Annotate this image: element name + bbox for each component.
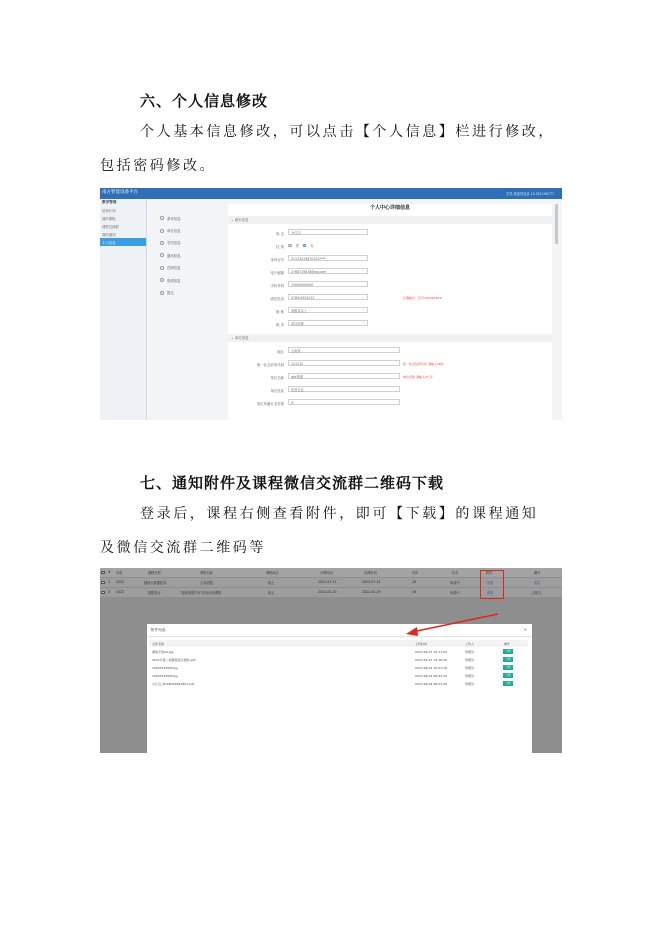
step-item[interactable]: [160, 212, 218, 224]
cell: "智能网联汽车"项目培训课程: [180, 591, 222, 595]
email-field[interactable]: 2768719878@qq.com: [288, 268, 368, 274]
step-item[interactable]: [160, 262, 218, 274]
app-title: 南方智能设备平台: [102, 190, 138, 195]
col-header: 上传时间: [415, 641, 428, 646]
section-unit-label: 单位信息: [234, 336, 249, 340]
radio-label: 男: [295, 244, 299, 248]
chevron-down-icon: ⌄: [362, 320, 365, 324]
form-title: 个人中心详细信息: [369, 205, 410, 211]
sidebar-group-title[interactable]: 教学管理: [102, 200, 117, 204]
step-item[interactable]: [160, 274, 218, 286]
mobile-field[interactable]: 15000000000: [288, 281, 368, 287]
step-label: 学历信息: [167, 241, 181, 246]
form-row-mobile: [228, 280, 552, 290]
cell: 2022-07-11: [318, 580, 337, 584]
sidebar-item-courses[interactable]: 我的课程: [102, 216, 116, 221]
uploader: 管理员: [465, 649, 475, 654]
cell: 2022-05-29: [362, 590, 381, 594]
uploader: 管理员: [465, 673, 475, 678]
step-list: [160, 212, 218, 299]
form-row-region: [228, 346, 552, 356]
title-select[interactable]: 高级及以上: [288, 307, 368, 313]
section7-paragraph-line2: 及微信交流群二维码等: [100, 540, 266, 556]
col-header: 结课时间: [364, 571, 377, 575]
section6-paragraph-line2: 包括密码修改。: [100, 158, 217, 174]
personal-info-screenshot: [100, 188, 562, 420]
unit-type-select[interactable]: 民营企业: [288, 386, 400, 392]
field-label: 手机号码: [270, 284, 284, 288]
cell: 1: [108, 580, 111, 584]
radio-label: 女: [310, 244, 314, 248]
file-name: 课程介绍44.jpg: [152, 649, 174, 654]
uploader: 管理员: [465, 657, 475, 662]
view-attachment-link[interactable]: 查看: [487, 581, 494, 585]
close-icon[interactable]: ×: [523, 627, 527, 632]
radio-icon: [160, 241, 164, 245]
name-field[interactable]: 小红边: [288, 229, 368, 235]
field-label: 单位性质: [270, 389, 284, 393]
section7-heading: 七、通知附件及课程微信交流群二维码下载: [140, 474, 445, 492]
sidebar-item-notice[interactable]: 我的通知: [102, 232, 116, 237]
red-arrow-annotation: [100, 568, 562, 753]
cell: 申请中: [450, 581, 460, 585]
cell: 公共试题: [200, 581, 213, 585]
form-row-name: [228, 228, 552, 238]
step-label: 基本信息: [167, 216, 181, 221]
file-name: 1650574350F.jpg: [152, 665, 178, 670]
field-label: 地区: [277, 350, 284, 354]
section-basic-label: 基本信息: [234, 218, 249, 222]
download-button[interactable]: 下载: [503, 657, 513, 662]
form-row-idcard: [228, 254, 552, 264]
radio-icon: [160, 291, 164, 295]
position-select[interactable]: 项目经理: [288, 320, 368, 326]
file-name: 2021年第二期课程招生通知.pdf: [152, 657, 196, 662]
region-select[interactable]: 云南省: [288, 347, 400, 353]
unit-name-hint: 单位名称 请输入4个字: [403, 375, 433, 379]
download-button[interactable]: 下载: [503, 673, 513, 678]
step-item[interactable]: [160, 224, 218, 236]
col-header: 上传人: [465, 641, 475, 646]
section-basic: ⌄ 基本信息: [228, 216, 552, 224]
sidebar-item-group[interactable]: 课程交流群: [102, 224, 119, 229]
form-row-unit-name: [228, 372, 552, 382]
step-item[interactable]: [160, 249, 218, 261]
radio-icon: [160, 253, 164, 257]
form-row-position: [228, 319, 552, 329]
form-row-industry: [228, 398, 552, 408]
sidebar-item-profile[interactable]: 个人信息: [100, 238, 146, 246]
field-label: 单位名称: [270, 376, 284, 380]
sidebar-item-plan[interactable]: 培训计划: [102, 208, 116, 213]
col-header: 课程地点: [266, 571, 279, 575]
col-header: 操作: [504, 641, 511, 646]
uploader: 管理员: [465, 681, 475, 686]
step-label: 通讯信息: [167, 253, 181, 258]
profile-form: [228, 204, 552, 420]
cell: 2: [108, 590, 111, 594]
step-label: 提交: [167, 291, 174, 296]
view-attachment-link[interactable]: 查看: [487, 591, 494, 595]
field-label: 电子邮箱: [270, 271, 284, 275]
cell: 申请中: [450, 591, 460, 595]
cell: 16: [412, 590, 417, 594]
field-label: 固定电话: [270, 297, 284, 301]
industry-select[interactable]: IT: [288, 399, 400, 405]
download-button[interactable]: 下载: [503, 665, 513, 670]
radio-icon: [160, 216, 164, 220]
cell: 2022-05-20: [318, 590, 337, 594]
download-button[interactable]: 下载: [503, 681, 513, 686]
step-item[interactable]: [160, 237, 218, 249]
credit-code-field[interactable]: 121212: [288, 360, 400, 366]
phone-field[interactable]: 0769-0591012: [288, 294, 368, 300]
field-label: 职 务: [276, 323, 284, 327]
enroll-link[interactable]: 报名: [534, 581, 541, 585]
cell: 线上: [268, 581, 275, 585]
attachments-screenshot: [100, 568, 562, 753]
phone-hint: 正确格式：区号-XXXXXXXX: [403, 296, 442, 300]
cell: 2022: [116, 590, 125, 594]
col-header: 课程名称: [200, 571, 213, 575]
enrolled-status: 已报名: [532, 591, 542, 595]
uploader: 管理员: [465, 665, 475, 670]
form-row-phone: [228, 293, 552, 303]
modal-title: 附件列表: [151, 628, 166, 632]
step-label: 资质信息: [167, 278, 181, 283]
upload-time: 2022-06-22 15:21:18: [415, 665, 447, 670]
upload-time: 2022-04-27 13:18:36: [415, 657, 447, 662]
form-row-title: [228, 306, 552, 316]
col-header: 开课时间: [320, 571, 333, 575]
col-header: 学时: [412, 571, 419, 575]
step-label: 在职信息: [167, 266, 181, 271]
radio-icon: [160, 229, 164, 233]
step-label: 单位信息: [167, 229, 181, 234]
file-name: 小红边_5DCB202561801.pdf: [152, 681, 194, 686]
app-header: [100, 188, 562, 199]
unit-name-field[interactable]: abc集团: [288, 373, 400, 379]
cell: 继续大数据技术: [144, 581, 167, 585]
form-row-gender: [228, 241, 552, 251]
download-button[interactable]: 下载: [503, 649, 513, 654]
gender-radio-group[interactable]: [288, 243, 314, 248]
col-header: 课程类型: [148, 571, 161, 575]
col-header: 附件: [486, 571, 493, 575]
sidebar: [100, 199, 147, 420]
col-header: 状态: [452, 571, 459, 575]
section6-heading: 六、个人信息修改: [140, 92, 269, 110]
cell: 16: [412, 580, 417, 584]
upload-time: 2022-06-22 08:43:35: [415, 673, 447, 678]
upload-time: 2022-06-27 12:11:00: [415, 649, 447, 654]
chevron-down-icon: ⌄: [362, 307, 365, 311]
idcard-field[interactable]: 51123419870101****: [288, 255, 368, 261]
cell: 2022: [116, 580, 125, 584]
user-greeting: 学员 欢迎您登录 13-321190777: [506, 192, 554, 196]
field-label: 姓 名: [276, 232, 284, 236]
col-header: #: [108, 570, 111, 574]
cell: 数据设计: [148, 591, 161, 595]
section7-paragraph-line1: 登录后，课程右侧查看附件，即可【下载】的课程通知: [140, 506, 539, 522]
form-row-credit-code: [228, 359, 552, 369]
cell: 2022-07-14: [362, 580, 381, 584]
upload-time: 2022-06-04 08:51:28: [415, 681, 447, 686]
radio-selected-icon[interactable]: [303, 244, 307, 248]
radio-icon: [160, 278, 164, 282]
form-row-email: [228, 267, 552, 277]
col-header: 文件名称: [152, 641, 165, 646]
form-row-unit-type: [228, 385, 552, 395]
field-label: 性 别: [276, 245, 284, 249]
file-name: 1650574350F.jpg: [152, 673, 178, 678]
radio-icon[interactable]: [288, 244, 292, 248]
section-unit: ⌄ 单位信息: [228, 334, 552, 342]
radio-icon: [160, 266, 164, 270]
section6-paragraph-line1: 个人基本信息修改，可以点击【个人信息】栏进行修改，: [140, 124, 555, 140]
field-label: 单位所属行业类别: [256, 402, 284, 406]
cell: 线上: [268, 591, 275, 595]
col-header: 年度: [116, 571, 123, 575]
field-label: 统一社会信用代码: [256, 363, 284, 367]
credit-code-hint: 统一社会信用代码 请输入18位: [403, 362, 444, 366]
col-header: 操作: [534, 571, 541, 575]
step-item[interactable]: [160, 286, 218, 298]
field-label: 身份证号: [270, 258, 284, 262]
field-label: 职 称: [276, 310, 284, 314]
scrollbar[interactable]: [555, 204, 558, 244]
